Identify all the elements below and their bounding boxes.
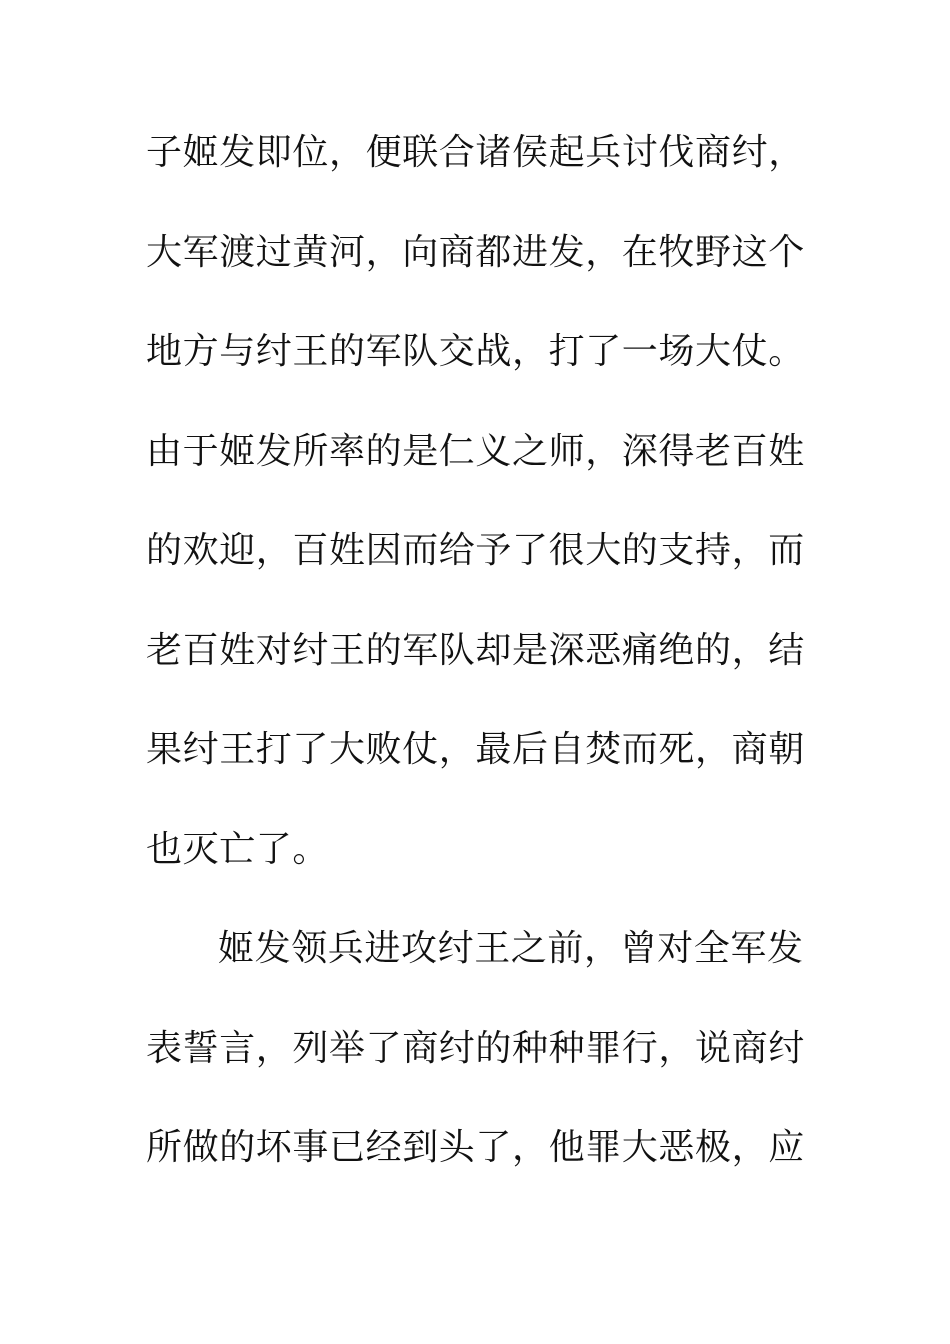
text-line: 地方与纣王的军队交战，打了一场大仗。 bbox=[146, 331, 805, 372]
text-line: 的欢迎，百姓因而给予了很大的支持，而 bbox=[146, 530, 805, 571]
text-line: 由于姬发所率的是仁义之师，深得老百姓 bbox=[146, 431, 805, 472]
text-line: 子姬发即位，便联合诸侯起兵讨伐商纣， bbox=[146, 132, 805, 173]
text-line: 老百姓对纣王的军队却是深恶痛绝的，结 bbox=[146, 630, 805, 671]
text-line: 也灭亡了。 bbox=[146, 829, 330, 870]
paragraph-first-line: 姬发领兵进攻纣王之前，曾对全军发 bbox=[218, 928, 804, 969]
text-line: 大军渡过黄河，向商都进发，在牧野这个 bbox=[146, 232, 805, 273]
text-line: 所做的坏事已经到头了，他罪大恶极，应 bbox=[146, 1127, 805, 1168]
text-line: 果纣王打了大败仗，最后自焚而死，商朝 bbox=[146, 729, 805, 770]
text-line: 表誓言，列举了商纣的种种罪行，说商纣 bbox=[146, 1028, 805, 1069]
